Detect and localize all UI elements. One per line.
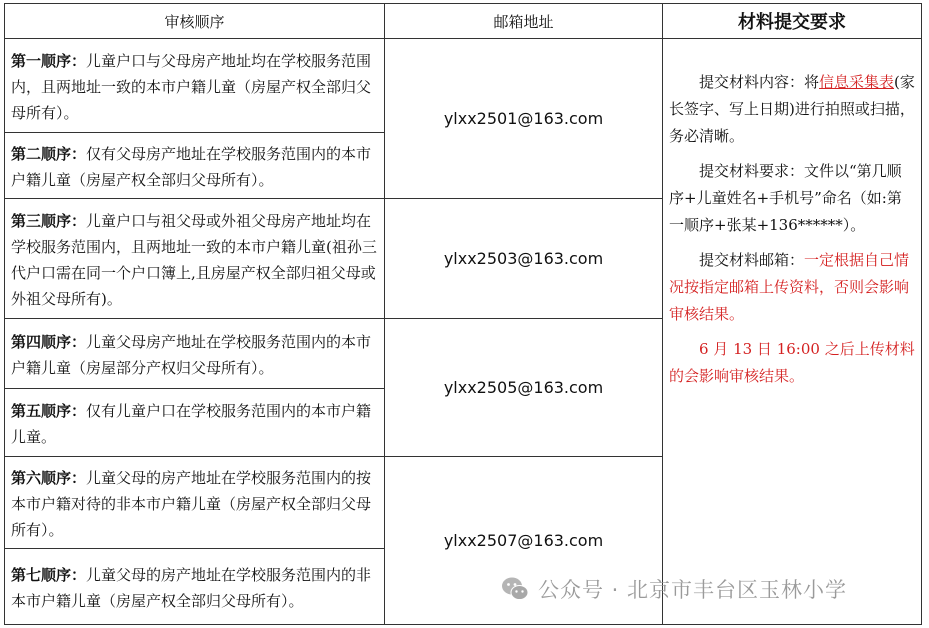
email-cell [385,39,663,199]
header-email: 邮箱地址 [385,4,663,39]
order-6: 第六顺序：儿童父母的房产地址在学校服务范围内的按本市户籍对待的非本市户籍儿童（房屋产权全部归父母所有）。 [5,457,385,549]
info-form-link[interactable]: 信息采集表 [819,73,895,91]
email-address[interactable]: ylxx2501@163.com [443,109,604,128]
order-4: 第四顺序：儿童父母房产地址在学校服务范围内的本市户籍儿童（房屋部分产权归父母所有）。 [5,319,385,389]
email-cell [385,319,663,457]
email-cell [385,199,663,319]
email-address[interactable]: ylxx2503@163.com [443,249,604,268]
email-address[interactable]: ylxx2505@163.com [443,378,604,397]
table-row [5,39,922,133]
admission-table [4,3,922,625]
watermark [500,574,847,604]
order-label: 第一顺序： [11,51,87,70]
req-content: 提交材料内容：将信息采集表(家长签字、写上日期)进行拍照或扫描，务必清晰。 [669,73,915,145]
watermark-text: 公众号 · 北京市丰台区玉林小学 [538,578,848,602]
order-2: 第二顺序：仅有父母房产地址在学校服务范围内的本市户籍儿童（房屋产权全部归父母所有）。 [5,133,385,199]
order-text: 儿童户口与父母房产地址均在学校服务范围内，且两地址一致的本市户籍儿童（房屋产权全部归父母所有）。 [11,51,372,122]
req-deadline: 6 月 13 日 16:00 之后上传材料的会影响审核结果。 [669,340,915,385]
req-naming: 提交材料要求：文件以“第几顺序+儿童姓名+手机号”命名（如:第一顺序+张某+136******）。 [669,162,902,234]
order-7: 第七顺序：儿童父母的房产地址在学校服务范围内的非本市户籍儿童（房屋产权全部归父母所有）。 [5,549,385,625]
req-mailbox: 提交材料邮箱：一定根据自己情况按指定邮箱上传资料，否则会影响审核结果。 [669,251,910,323]
header-order: 审核顺序 [5,4,385,39]
requirements-cell [663,39,922,625]
wechat-icon [500,574,530,604]
header-requirements: 材料提交要求 [663,4,922,39]
order-3: 第三顺序：儿童户口与祖父母或外祖父母房产地址均在学校服务范围内，且两地址一致的本市户籍儿童(祖孙三代户口需在同一个户口簿上,且房屋产权全部归祖父母或外祖父母所有)。 [5,199,385,319]
email-address[interactable]: ylxx2507@163.com [443,531,604,550]
header-row [5,4,922,39]
order-5: 第五顺序：仅有儿童户口在学校服务范围内的本市户籍儿童。 [5,389,385,457]
order-1 [5,39,385,133]
